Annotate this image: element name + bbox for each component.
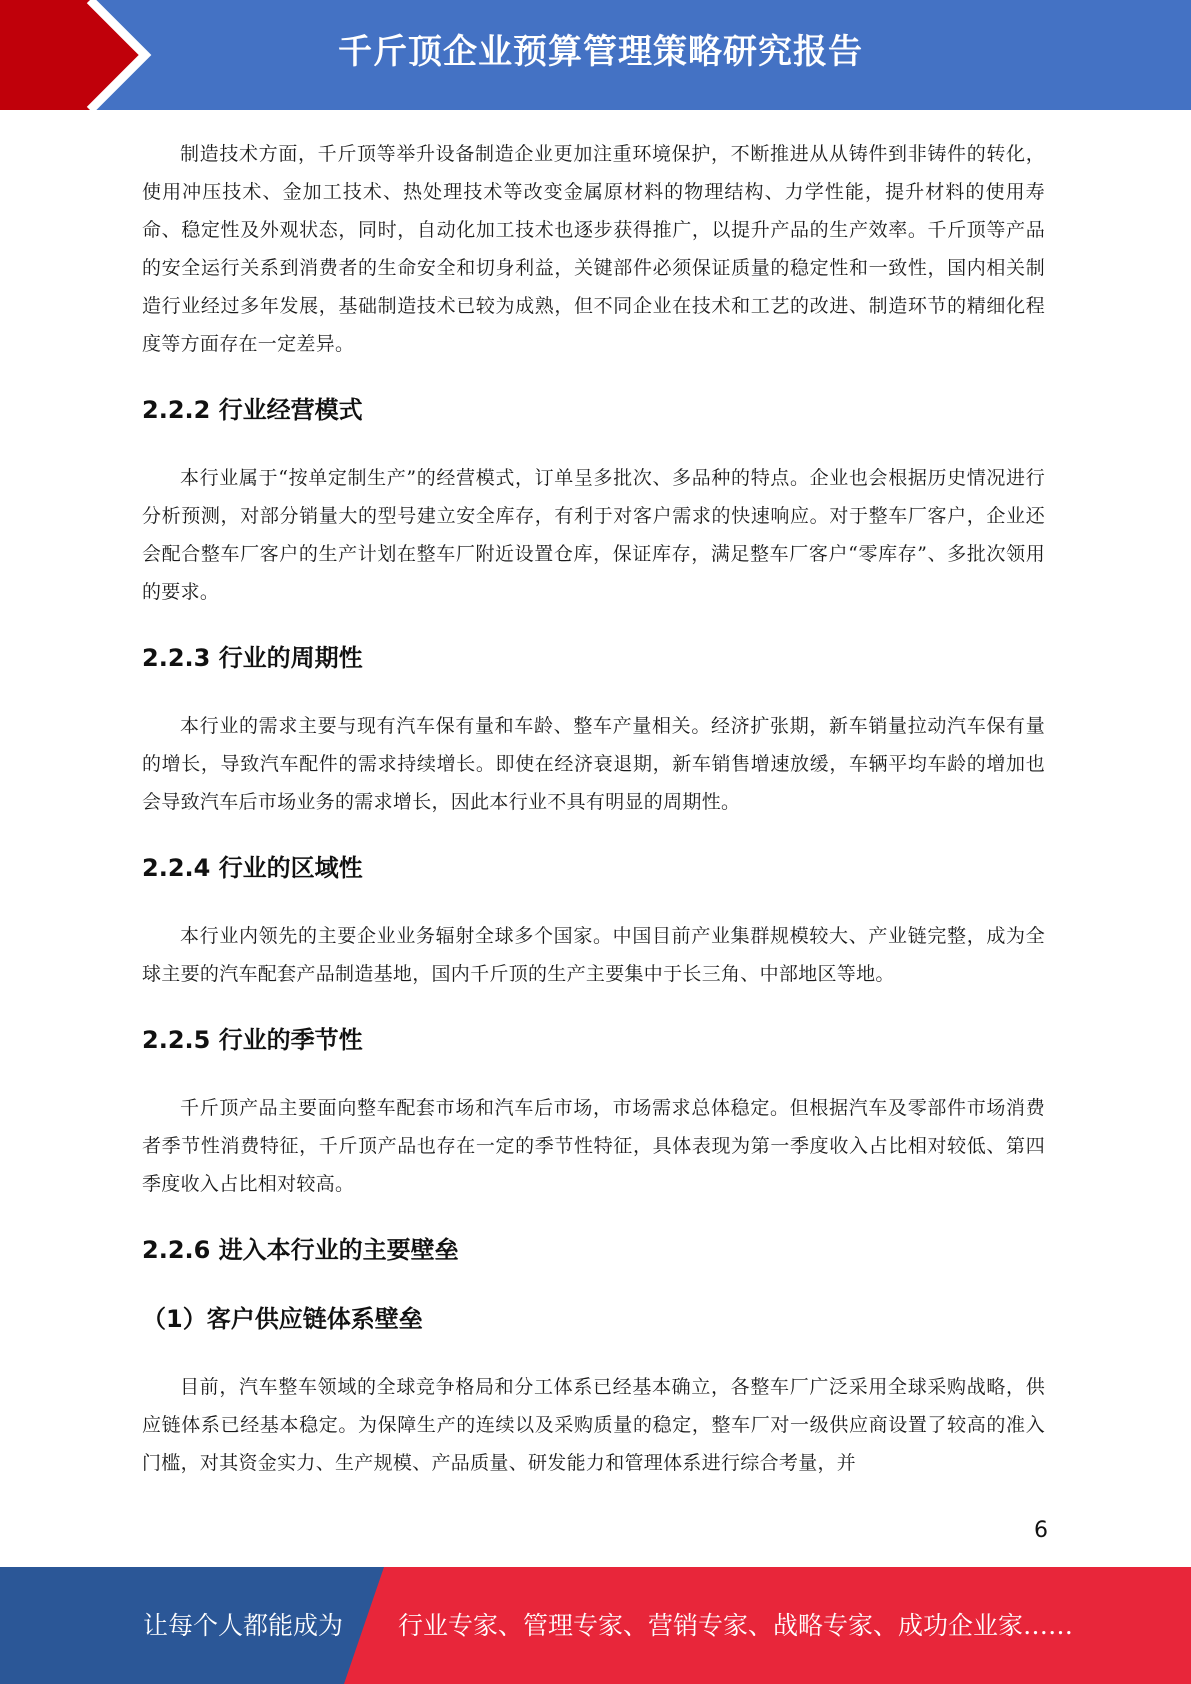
document-body: [142, 135, 1045, 1482]
subsection-paragraph: 目前，汽车整车领域的全球竞争格局和分工体系已经基本确立，各整车厂广泛采用全球采购战略，供应链体系已经基本稳定。为保障生产的连续以及采购质量的稳定，整车厂对一级供应商设置了较高的准入门槛，对其资金实力、生产规模、产品质量、研发能力和管理体系进行综合考量，并: [142, 1376, 1045, 1474]
section-heading-2-2-6: 2.2.6 进入本行业的主要壁垒: [142, 1236, 459, 1264]
page-number: 6: [1034, 1518, 1048, 1543]
section-heading-2-2-5: 2.2.5 行业的季节性: [142, 1026, 363, 1054]
intro-paragraph: 制造技术方面，千斤顶等举升设备制造企业更加注重环境保护，不断推进从从铸件到非铸件的转化，使用冲压技术、金加工技术、热处理技术等改变金属原材料的物理结构、力学性能，提升材料的使用寿命、稳定性及外观状态，同时，自动化加工技术也逐步获得推广，以提升产品的生产效率。千斤顶等产品的安全运行关系到消费者的生命安全和切身利益，关键部件必须保证质量的稳定性和一致性，国内相关制造行业经过多年发展，基础制造技术已较为成熟，但不同企业在技术和工艺的改进、制造环节的精细化程度等方面存在一定差异。: [142, 143, 1045, 355]
section-paragraph-2-2-4: 本行业内领先的主要企业业务辐射全球多个国家。中国目前产业集群规模较大、产业链完整，成为全球主要的汽车配套产品制造基地，国内千斤顶的生产主要集中于长三角、中部地区等地。: [142, 925, 1045, 985]
subsection-heading: （1）客户供应链体系壁垒: [142, 1305, 423, 1333]
section-paragraph-2-2-2: 本行业属于“按单定制生产”的经营模式，订单呈多批次、多品种的特点。企业也会根据历史情况进行分析预测，对部分销量大的型号建立安全库存，有利于对客户需求的快速响应。对于整车厂客户，企业还会配合整车厂客户的生产计划在整车厂附近设置仓库，保证库存，满足整车厂客户“零库存”、多批次领用的要求。: [142, 467, 1045, 603]
report-title: 千斤顶企业预算管理策略研究报告: [338, 32, 863, 72]
section-paragraph-2-2-3: 本行业的需求主要与现有汽车保有量和车龄、整车产量相关。经济扩张期，新车销量拉动汽车保有量的增长，导致汽车配件的需求持续增长。即使在经济衰退期，新车销售增速放缓，车辆平均车龄的增加也会导致汽车后市场业务的需求增长，因此本行业不具有明显的周期性。: [142, 715, 1045, 813]
section-heading-2-2-4: 2.2.4 行业的区域性: [142, 854, 363, 882]
section-paragraph-2-2-5: 千斤顶产品主要面向整车配套市场和汽车后市场，市场需求总体稳定。但根据汽车及零部件市场消费者季节性消费特征，千斤顶产品也存在一定的季节性特征，具体表现为第一季度收入占比相对较低、第四季度收入占比相对较高。: [142, 1097, 1045, 1195]
page-footer: [0, 1567, 1191, 1684]
red-arrow-decoration: [0, 0, 160, 110]
page-header: [0, 0, 1191, 110]
section-heading-2-2-2: 2.2.2 行业经营模式: [142, 396, 363, 424]
footer-slogan-right: 行业专家、管理专家、营销专家、战略专家、成功企业家……: [398, 1611, 1074, 1640]
section-heading-2-2-3: 2.2.3 行业的周期性: [142, 644, 363, 672]
footer-slogan-left: 让每个人都能成为: [143, 1611, 344, 1640]
